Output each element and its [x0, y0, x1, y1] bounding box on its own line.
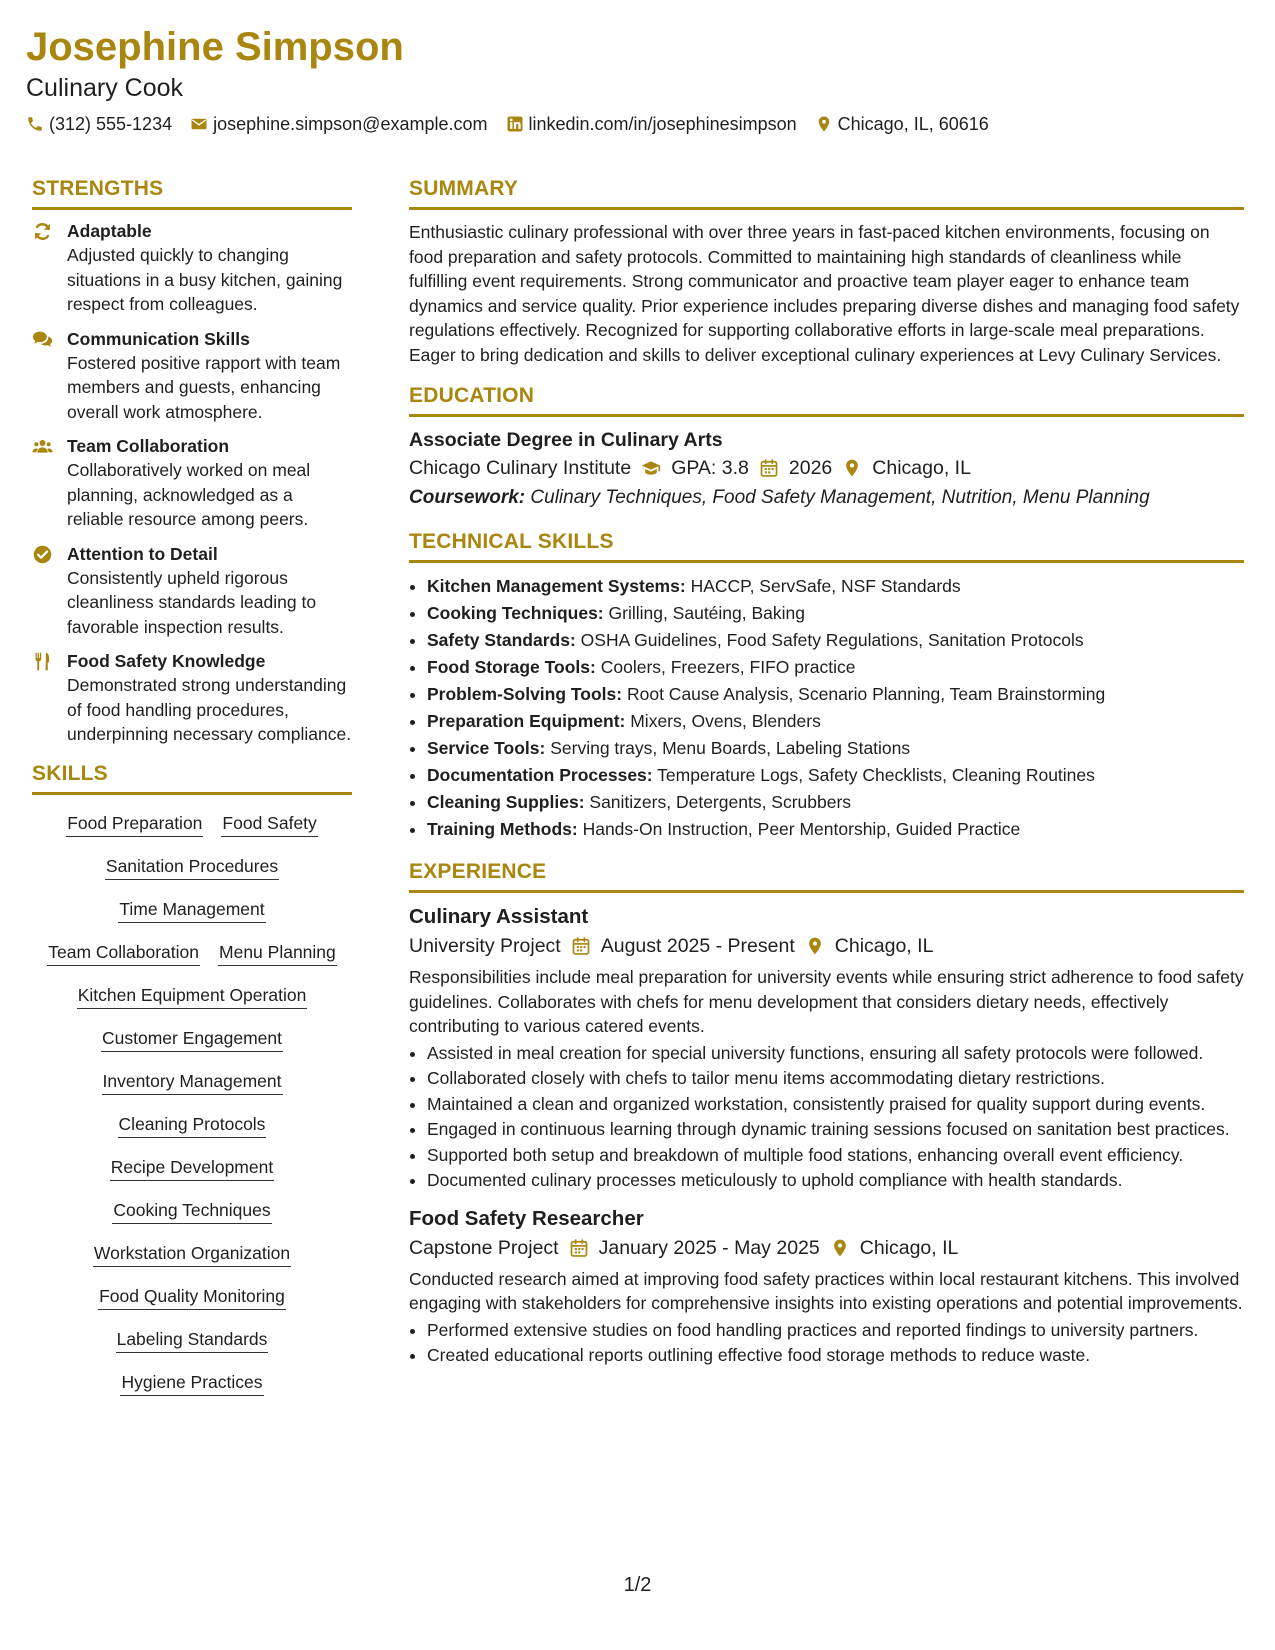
experience-heading: EXPERIENCE [409, 859, 1244, 893]
utensils-icon [32, 651, 53, 672]
list-item [427, 735, 1244, 762]
resume-header [26, 22, 1246, 136]
tech-label: Problem-Solving Tools: [427, 684, 623, 704]
strength-desc: Demonstrated strong understanding of food handling procedures, underpinning necessary compliance. [67, 675, 352, 744]
candidate-name: Josephine Simpson [26, 25, 404, 69]
job-location: Chicago, IL [834, 935, 934, 957]
list-item: • Created educational reports outlining effective food storage methods to reduce waste. [427, 1343, 1244, 1368]
right-column [409, 176, 1244, 1380]
tech-value: Mixers, Ovens, Blenders [630, 711, 821, 731]
phone-icon [26, 115, 44, 133]
skill-tag: Cooking Techniques [112, 1198, 271, 1224]
strength-desc: Consistently upheld rigorous cleanliness standards leading to favorable inspection results. [67, 567, 317, 637]
strength-item [32, 543, 352, 640]
summary-section [409, 176, 1244, 367]
skill-tag: Kitchen Equipment Operation [77, 983, 308, 1009]
job-title: Food Safety Researcher [409, 1206, 644, 1230]
summary-heading: SUMMARY [409, 176, 1244, 210]
linkedin-link[interactable]: linkedin.com/in/josephinesimpson [528, 114, 797, 134]
check-circle-icon [32, 544, 53, 565]
school-name: Chicago Culinary Institute [409, 457, 632, 479]
gpa-text: GPA: 3.8 [671, 457, 749, 479]
list-item [427, 654, 1244, 681]
skill-tag: Labeling Standards [116, 1327, 269, 1353]
skill-tag: Food Quality Monitoring [98, 1284, 286, 1310]
calendar-icon [569, 1238, 589, 1258]
users-icon [32, 436, 53, 457]
map-pin-icon [815, 115, 833, 133]
job-meta [409, 1233, 1244, 1263]
comments-icon [32, 329, 53, 350]
contact-location [815, 112, 989, 136]
job-description: Conducted research aimed at improving food safety practices within local restaurant kitchens. This involved engaging with stakeholders for comprehensive insights into existing operations and potential improvements. [409, 1268, 1243, 1313]
school-location: Chicago, IL [872, 457, 971, 479]
calendar-icon [759, 458, 779, 478]
skill-tag: Time Management [118, 897, 265, 923]
tech-value: Sanitizers, Detergents, Scrubbers [589, 792, 852, 812]
skill-tag: Hygiene Practices [120, 1370, 263, 1396]
phone-text: (312) 555-1234 [49, 114, 173, 134]
tech-label: Training Methods: [427, 819, 578, 839]
job-description: Responsibilities include meal preparation for university events while ensuring strict adherence to food safety guidelines. Collaborates with chefs for menu development that considers dietary needs, effectively contributing to various catered events. [409, 967, 1244, 1036]
education-heading: EDUCATION [409, 383, 1244, 417]
strength-desc: Adjusted quickly to changing situations in a busy kitchen, gaining respect from colleagues. [67, 245, 343, 314]
strength-item [32, 328, 352, 425]
list-item: • Supported both setup and breakdown of multiple food stations, enhancing overall event efficiency. [427, 1143, 1244, 1168]
strength-title: Attention to Detail [67, 543, 218, 564]
tech-label: Preparation Equipment: [427, 711, 626, 731]
strength-title: Team Collaboration [67, 436, 230, 456]
list-item [427, 762, 1244, 789]
skill-tag: Workstation Organization [93, 1241, 291, 1267]
list-item [427, 708, 1244, 735]
summary-text: Enthusiastic culinary professional with over three years in fast-paced kitchen environments, focusing on food preparation and safety protocols. Committed to maintaining high standards of cleanliness while fulfilling event requirements. Strong communicator and proactive team player eager to enhance team dynamics and service quality. Prior experience includes preparing diverse dishes and managing food safety regulations effectively. Recognized for supporting collaborative efforts in large-scale meal preparations. Eager to bring dedication and skills to deliver exceptional culinary experiences at Levy Culinary Services. [409, 222, 1240, 365]
contact-phone [26, 112, 172, 136]
education-section [409, 383, 1244, 513]
job-dates: August 2025 - Present [600, 935, 795, 957]
tech-value: HACCP, ServSafe, NSF Standards [690, 576, 961, 596]
job-meta [409, 931, 1244, 961]
contact-linkedin[interactable] [506, 112, 797, 136]
strengths-section [32, 176, 352, 747]
job-title: Culinary Assistant [409, 905, 589, 928]
tech-label: Cleaning Supplies: [427, 792, 585, 812]
tech-label: Service Tools: [427, 738, 546, 758]
tech-label: Cooking Techniques: [427, 603, 604, 623]
skill-tag: Customer Engagement [101, 1026, 283, 1052]
sync-icon [32, 221, 53, 242]
map-pin-icon [842, 458, 862, 478]
skill-tag: Food Preparation [66, 811, 203, 837]
job-org: Capstone Project [409, 1236, 559, 1259]
list-item: • Documented culinary processes meticulously to uphold compliance with health standards. [427, 1168, 1244, 1193]
skill-tag: Cleaning Protocols [118, 1112, 267, 1138]
list-item: • Performed extensive studies on food handling practices and reported findings to university partners. [427, 1318, 1244, 1343]
list-item [427, 573, 1244, 600]
envelope-icon [190, 115, 208, 133]
job-bullets [409, 1041, 1244, 1193]
list-item [427, 681, 1244, 708]
linkedin-icon [506, 115, 524, 133]
coursework-text: Culinary Techniques, Food Safety Management, Nutrition, Menu Planning [530, 487, 1150, 508]
skills-section [32, 761, 352, 1396]
technical-skills-heading: TECHNICAL SKILLS [409, 529, 1244, 563]
strength-item [32, 435, 352, 532]
technical-skills-list [409, 573, 1244, 843]
strength-title: Food Safety Knowledge [67, 651, 266, 671]
list-item [427, 816, 1244, 843]
tech-value: Serving trays, Menu Boards, Labeling Stations [550, 738, 911, 758]
list-item [427, 789, 1244, 816]
tech-value: Temperature Logs, Safety Checklists, Cleaning Routines [657, 765, 1095, 785]
experience-section [409, 859, 1244, 1368]
graduation-cap-icon [641, 458, 661, 478]
skill-tag: Recipe Development [110, 1155, 274, 1181]
list-item: • Engaged in continuous learning through dynamic training sessions focused on sanitation best practices. [427, 1117, 1244, 1142]
tech-label: Safety Standards: [427, 630, 576, 650]
skills-heading: SKILLS [32, 761, 352, 795]
job-dates: January 2025 - May 2025 [598, 1236, 820, 1259]
strength-title: Adaptable [67, 221, 152, 241]
strength-item [32, 650, 352, 747]
tech-label: Food Storage Tools: [427, 657, 596, 677]
skill-tag: Menu Planning [218, 940, 337, 966]
list-item [427, 627, 1244, 654]
job-location: Chicago, IL [859, 1236, 959, 1259]
skill-tag: Team Collaboration [47, 940, 200, 966]
grad-year: 2026 [788, 457, 833, 479]
education-meta [409, 453, 1244, 483]
skill-tag: Inventory Management [102, 1069, 283, 1095]
list-item: • Assisted in meal creation for special university functions, ensuring all safety protocols were followed. [427, 1041, 1244, 1066]
contact-email[interactable] [190, 112, 487, 136]
email-link[interactable]: josephine.simpson@example.com [213, 114, 488, 134]
strength-item [32, 220, 352, 317]
skills-list [32, 805, 352, 1396]
job-entry [409, 903, 1244, 1193]
degree-title: Associate Degree in Culinary Arts [409, 429, 723, 451]
technical-skills-section [409, 529, 1244, 843]
strength-title: Communication Skills [67, 328, 250, 349]
list-item [427, 600, 1244, 627]
list-item: • Maintained a clean and organized workstation, consistently praised for quality support during events. [427, 1092, 1244, 1117]
skill-tag: Food Safety [221, 811, 317, 837]
tech-label: Kitchen Management Systems: [427, 576, 686, 596]
skill-tag: Sanitation Procedures [105, 854, 279, 880]
coursework-label: Coursework: [409, 487, 526, 508]
page-number: 1/2 [623, 1574, 652, 1596]
tech-value: Hands-On Instruction, Peer Mentorship, Guided Practice [582, 819, 1021, 839]
list-item: • Collaborated closely with chefs to tailor menu items accommodating dietary restrictions. [427, 1066, 1244, 1091]
contact-row [26, 112, 1246, 136]
tech-value: Coolers, Freezers, FIFO practice [600, 657, 856, 677]
strength-desc: Collaboratively worked on meal planning, acknowledged as a reliable resource among peers. [67, 460, 311, 529]
job-entry [409, 1205, 1244, 1368]
tech-label: Documentation Processes: [427, 765, 653, 785]
coursework [409, 483, 1244, 513]
strength-desc: Fostered positive rapport with team members and guests, enhancing overall work atmosphere. [67, 352, 341, 422]
calendar-icon [571, 936, 591, 956]
tech-value: OSHA Guidelines, Food Safety Regulations, Sanitation Protocols [580, 630, 1084, 650]
job-org: University Project [409, 935, 561, 957]
map-pin-icon [830, 1238, 850, 1258]
tech-value: Grilling, Sautéing, Baking [608, 603, 805, 623]
map-pin-icon [805, 936, 825, 956]
strengths-heading: STRENGTHS [32, 176, 352, 210]
job-bullets [409, 1318, 1244, 1368]
tech-value: Root Cause Analysis, Scenario Planning, Team Brainstorming [626, 684, 1106, 704]
candidate-role: Culinary Cook [26, 74, 184, 102]
left-column [32, 176, 352, 1396]
location-text: Chicago, IL, 60616 [837, 114, 989, 134]
